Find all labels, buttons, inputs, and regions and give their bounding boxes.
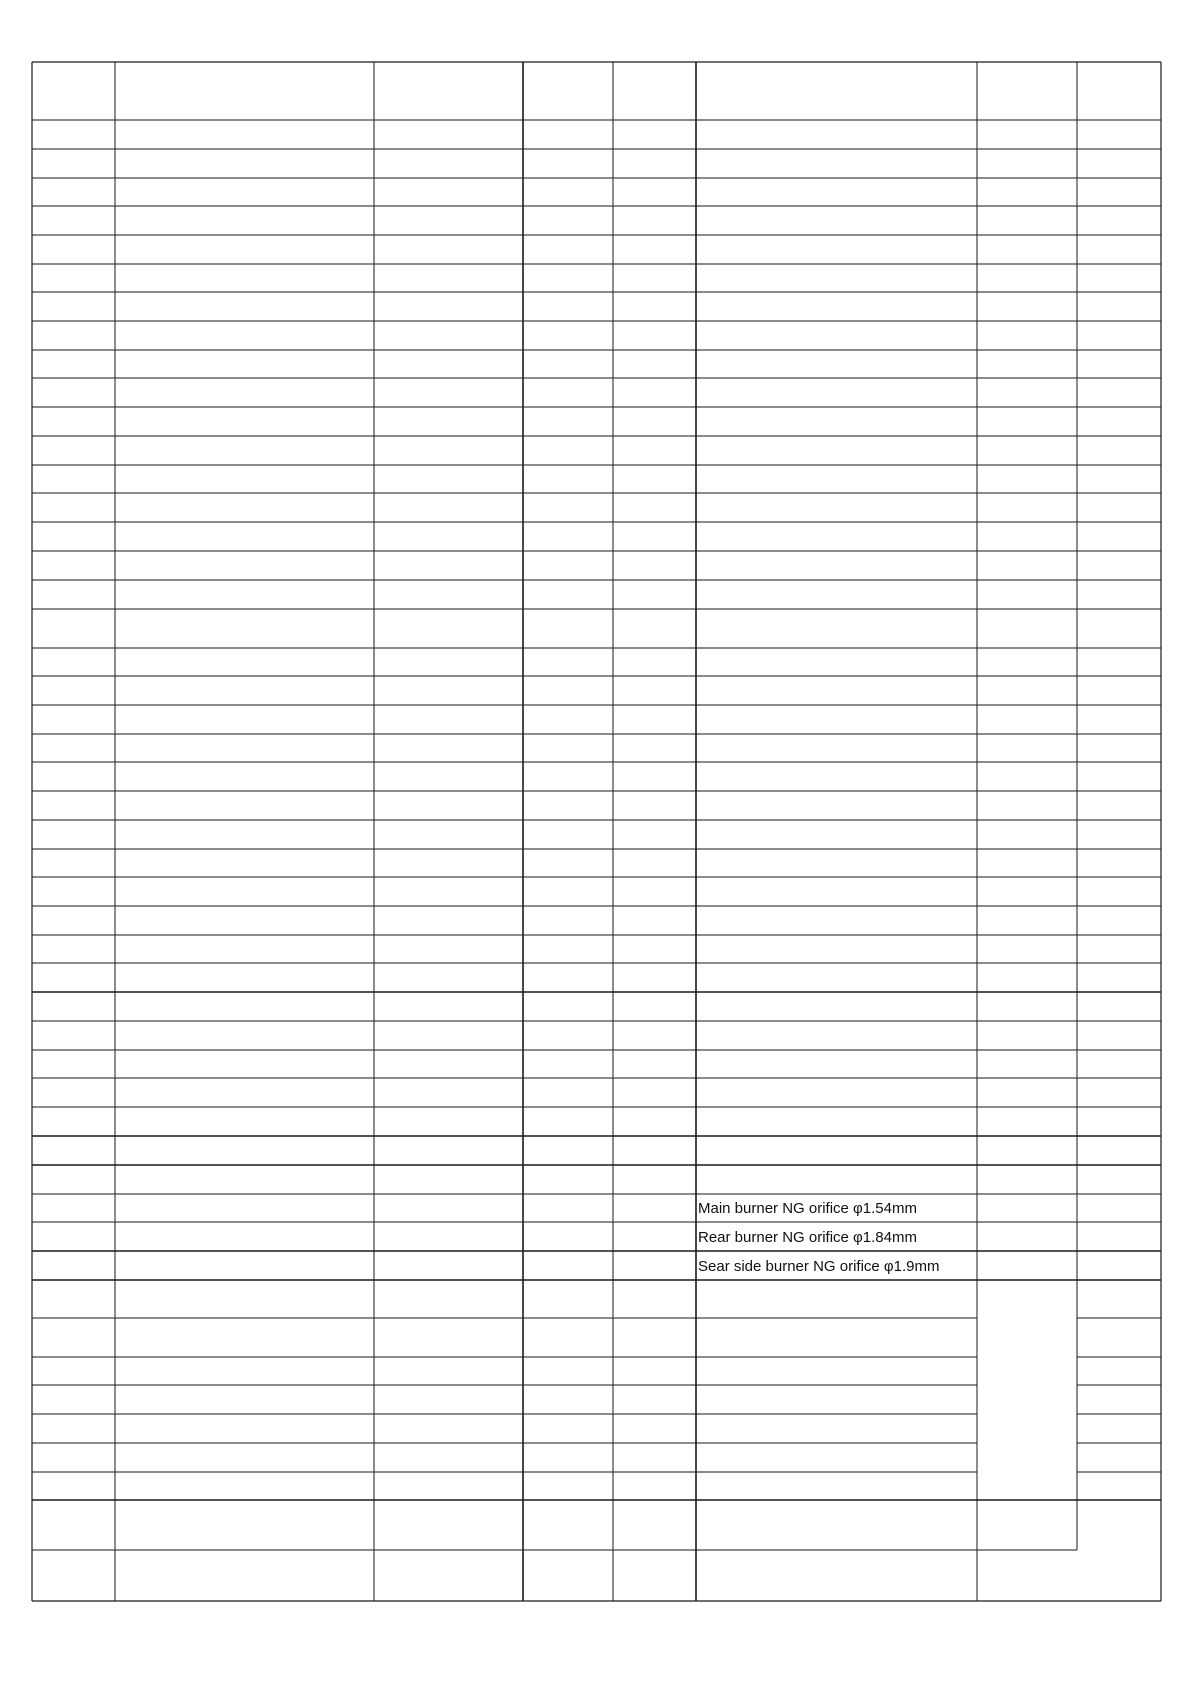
- table-cell-note-rear-burner: Rear burner NG orifice φ1.84mm: [698, 1229, 917, 1246]
- table-cell-note-main-burner: Main burner NG orifice φ1.54mm: [698, 1200, 917, 1217]
- table-cell-note-sear-side-burner: Sear side burner NG orifice φ1.9mm: [698, 1258, 940, 1275]
